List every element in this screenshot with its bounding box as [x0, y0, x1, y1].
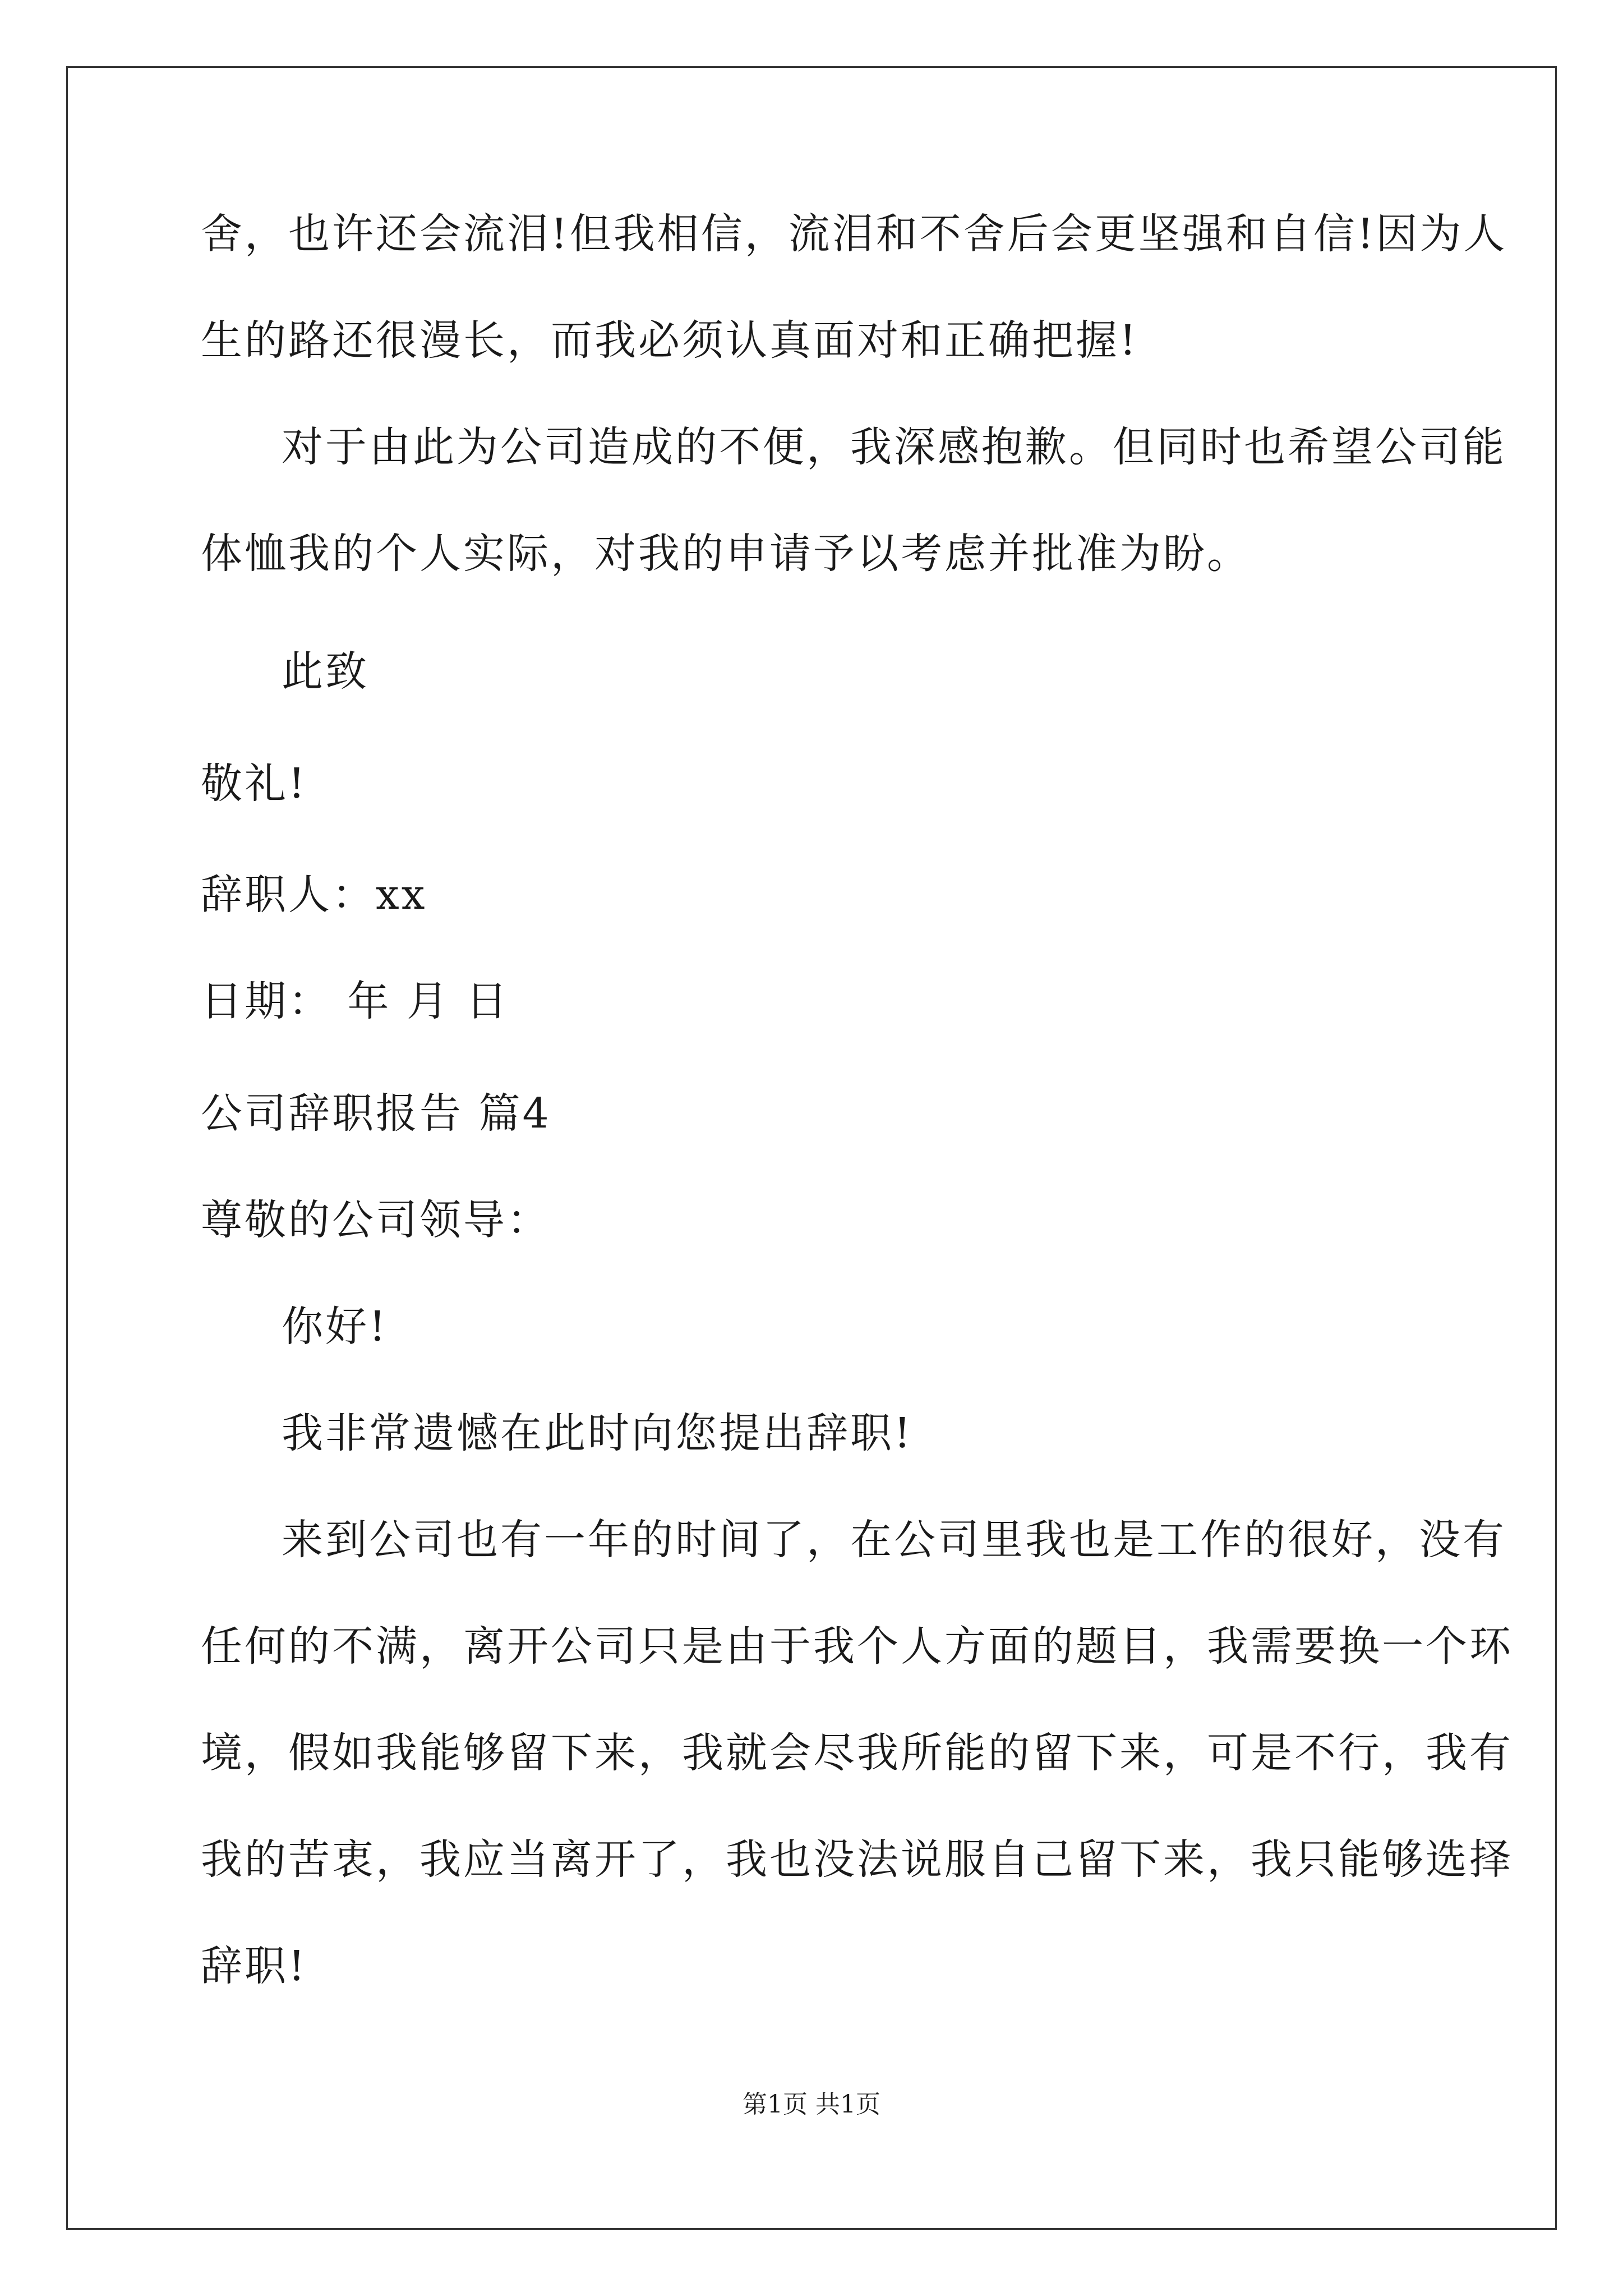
paragraph-line: 我的苦衷，我应当离开了，我也没法说服自己留下来，我只能够选择: [201, 1835, 1513, 1884]
greeting-recipient: 尊敬的公司领导：: [201, 1196, 551, 1244]
paragraph-line: 来到公司也有一年的时间了，在公司里我也是工作的很好，没有: [282, 1516, 1506, 1564]
closing-regards: 敬礼!: [201, 760, 307, 808]
closing-salutation: 此致: [282, 647, 369, 696]
greeting: 你好!: [282, 1303, 388, 1351]
paragraph-line: 对于由此为公司造成的不便，我深感抱歉。但同时也希望公司能: [282, 423, 1506, 471]
paragraph-line: 舍，也许还会流泪!但我相信，流泪和不舍后会更坚强和自信!因为人: [201, 210, 1507, 258]
paragraph-line: 体恤我的个人实际，对我的申请予以考虑并批准为盼。: [201, 530, 1251, 578]
resigner-line: 辞职人：xx: [201, 871, 427, 919]
page-number-footer: 第1页 共1页: [743, 2090, 880, 2119]
section-heading: 公司辞职报告 篇4: [201, 1089, 551, 1138]
paragraph-line: 我非常遗憾在此时向您提出辞职!: [282, 1409, 913, 1457]
paragraph-line: 辞职!: [201, 1942, 307, 1990]
page-border: [66, 66, 1557, 2230]
paragraph-line: 任何的不满，离开公司只是由于我个人方面的题目，我需要换一个环: [201, 1622, 1513, 1671]
paragraph-line: 境，假如我能够留下来，我就会尽我所能的留下来，可是不行，我有: [201, 1729, 1513, 1777]
date-line: 日期： 年 月 日: [201, 977, 510, 1025]
paragraph-line: 生的路还很漫长，而我必须认真面对和正确把握!: [201, 316, 1138, 365]
